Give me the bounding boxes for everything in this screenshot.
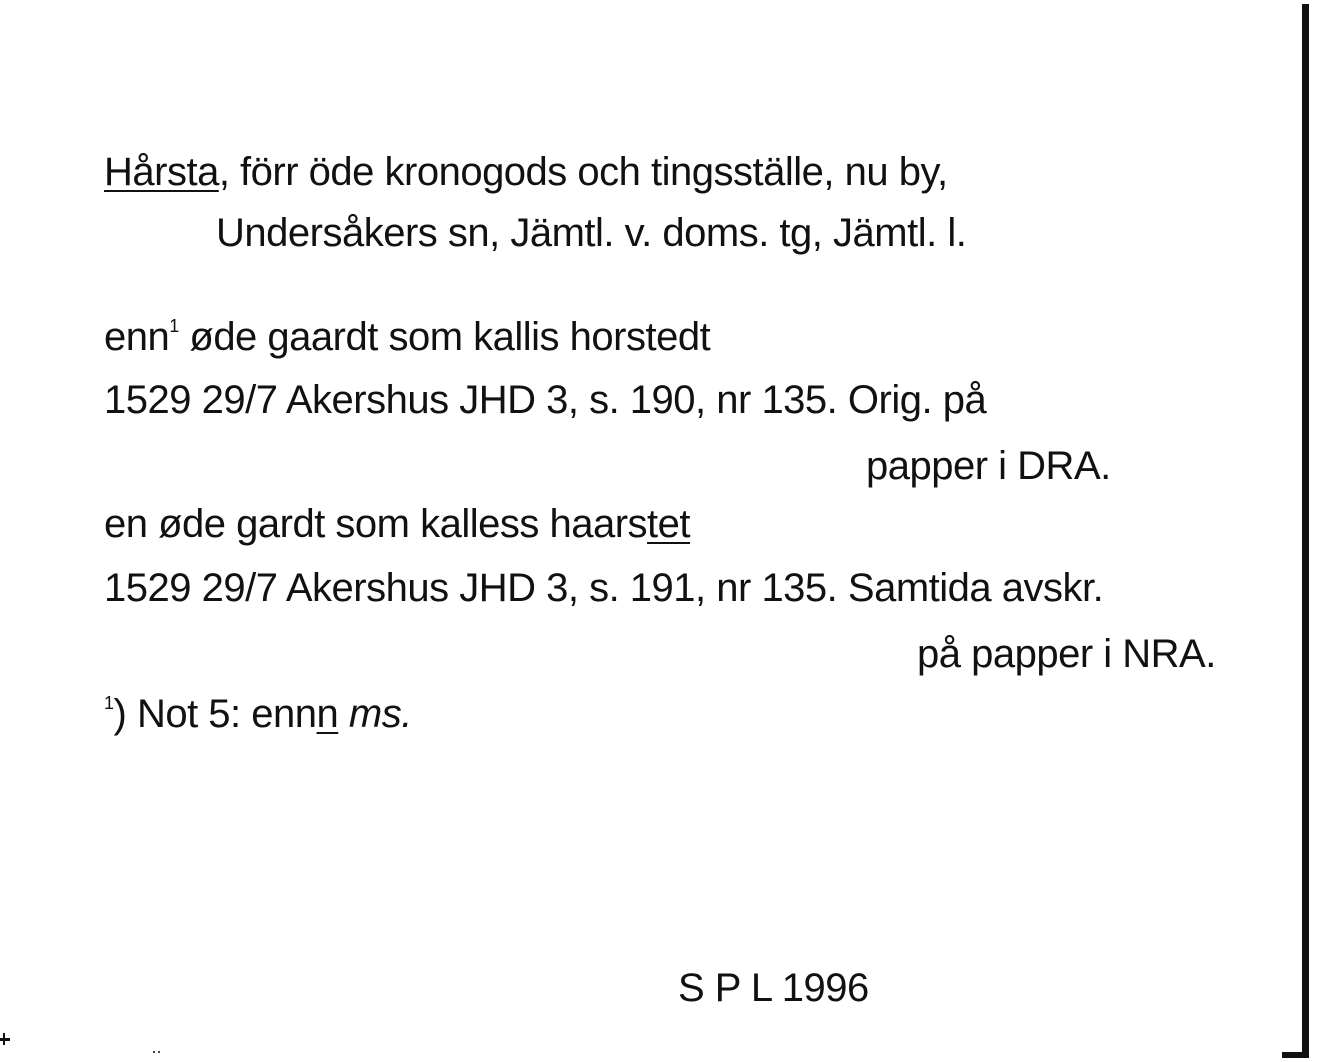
card-corner-mark [1282, 1052, 1309, 1058]
signature: S P L 1996 [678, 966, 869, 1010]
entry-1-source: 1529 29/7 Akershus JHD 3, s. 190, nr 135. Orig. på [104, 378, 987, 422]
scan-speck [153, 1051, 160, 1055]
entry-1-form: enn$^1$ øde gaardt som kallis horstedt [104, 315, 711, 359]
entry-2-source: 1529 29/7 Akershus JHD 3, s. 191, nr 135. Samtida avskr. [104, 566, 1104, 610]
entry-2-form: en øde gardt som kalless haarstet [104, 502, 691, 546]
entry-2-source-continued: på papper i NRA. [917, 632, 1216, 676]
place-description: , förr öde kronogods och tingsställe, nu by, [218, 150, 948, 194]
scan-mark-left-vertical [3, 1033, 5, 1045]
entry-1-source-continued: papper i DRA. [866, 444, 1111, 488]
scan-mark-left [0, 1038, 10, 1041]
footnote-reference: 1 [169, 316, 179, 336]
footnote: $^1$) Not 5: ennn ms. [104, 692, 412, 736]
place-name: Hårsta [104, 150, 219, 194]
card-right-edge [1302, 4, 1309, 1058]
card-heading-line-1 [104, 148, 948, 196]
card-heading-line-2: Undersåkers sn, Jämtl. v. doms. tg, Jämtl. l. [216, 211, 967, 255]
